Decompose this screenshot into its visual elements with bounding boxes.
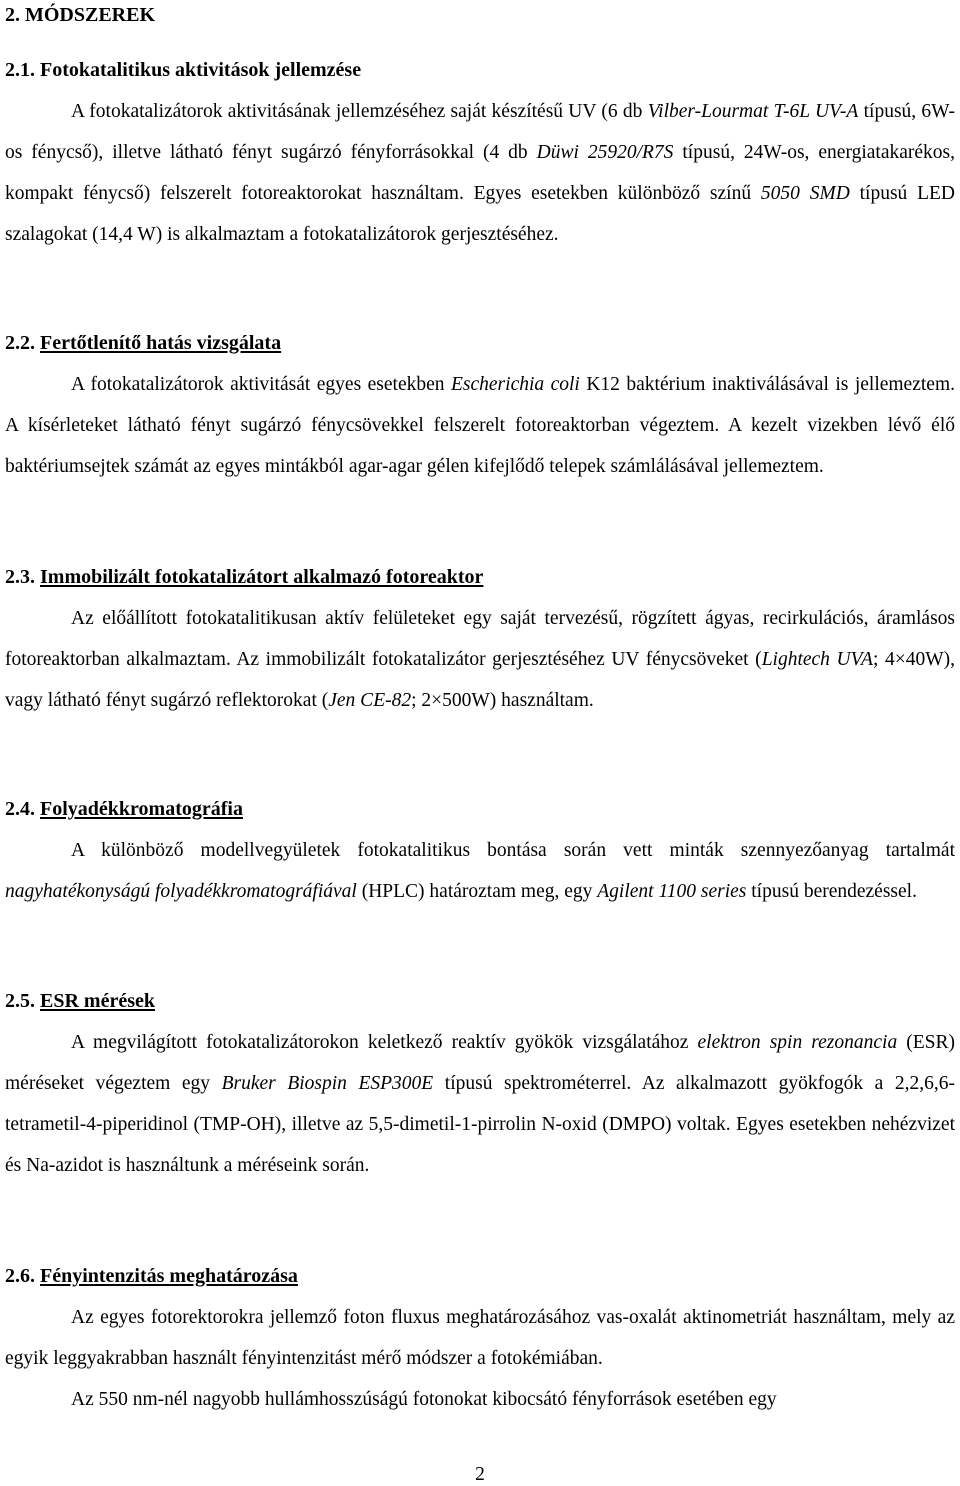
text-run: Az 550 nm-nél nagyobb hullámhosszúságú fotonokat kibocsátó fényforrások esetében egy [71, 1389, 777, 1410]
paragraph [5, 1022, 955, 1186]
text-run: ; 4×40W), vagy látható fényt sugárzó reflektorokat ( [5, 649, 955, 711]
text-run: típusú spektrométerrel. Az alkalmazott gyökfogók a 2,2,6,6-tetrametil-4-piperidinol (TMP-OH), illetve az 5,5-dimetil-1-pirrolin N-oxid (DMPO) voltak. Egyes esetekben nehézvizet és Na-azidot is használtunk a méréseink során. [5, 1073, 955, 1176]
paragraph [5, 1297, 955, 1379]
section-title: Folyadékkromatográfia [40, 798, 243, 820]
section-number: 2.2. [5, 332, 35, 354]
italic-text: Escherichia coli [451, 374, 580, 395]
text-run: (HPLC) határoztam meg, egy [356, 881, 598, 902]
text-run: (ESR) méréseket végeztem egy [5, 1032, 956, 1094]
section-2-6 [5, 1264, 955, 1420]
text-run: típusú berendezéssel. [746, 881, 917, 902]
section-2-2 [5, 331, 955, 487]
italic-text: nagyhatékonyságú folyadékkromatográfiával [5, 881, 357, 902]
section-number: 2.4. [5, 798, 35, 820]
section-number: 2.6. [5, 1265, 35, 1287]
section-body [5, 830, 955, 912]
italic-text: Düwi 25920/R7S [536, 142, 674, 163]
italic-text: Agilent 1100 series [597, 881, 747, 902]
paragraph [5, 364, 955, 487]
paragraph [5, 598, 955, 721]
section-heading [5, 797, 955, 821]
section-heading [5, 989, 955, 1013]
italic-text: elektron spin rezonancia [697, 1032, 898, 1053]
section-title: Immobilizált fotokatalizátort alkalmazó fotoreaktor [40, 566, 484, 588]
section-title: Fertőtlenítő hatás vizsgálata [40, 332, 282, 354]
text-run: A fotokatalizátorok aktivitásának jellemzéséhez saját készítésű UV (6 db [71, 101, 648, 122]
page-number: 2 [475, 1464, 485, 1485]
paragraph [5, 1379, 955, 1420]
italic-text: Lightech UVA [761, 649, 873, 670]
section-heading [5, 331, 955, 355]
text-run: típusú LED szalagokat (14,4 W) is alkalmaztam a fotokatalizátorok gerjesztéséhez. [5, 183, 955, 245]
text-run: A megvilágított fotokatalizátorokon keletkező reaktív gyökök vizsgálatához [71, 1032, 698, 1053]
italic-text: Jen CE-82 [328, 690, 412, 711]
italic-text: Bruker Biospin ESP300E [221, 1073, 434, 1094]
section-body [5, 1297, 955, 1420]
italic-text: Vilber-Lourmat T-6L UV-A [647, 101, 859, 122]
text-run: ; 2×500W) használtam. [411, 690, 594, 711]
text-run: A fotokatalizátorok aktivitását egyes esetekben [71, 374, 451, 395]
section-number: 2.5. [5, 990, 35, 1012]
paragraph [5, 830, 955, 912]
section-2-5 [5, 989, 955, 1186]
section-heading [5, 1264, 955, 1288]
text-run: Az egyes fotorektorokra jellemző foton fluxus meghatározásához vas-oxalát aktinometriát használtam, mely az egyik leggyakrabban használt fényintenzitást mérő módszer a fotokémiában. [5, 1307, 955, 1369]
section-2-4 [5, 797, 955, 912]
section-title: Fotokatalitikus aktivitások jellemzése [40, 59, 362, 81]
section-number: 2.1. [5, 59, 35, 81]
text-run: típusú, 24W-os, energiatakarékos, kompakt fénycső) felszerelt fotoreaktorokat használtam. Egyes esetekben különböző színű [5, 142, 956, 204]
section-heading [5, 58, 955, 82]
text-run: típusú, 6W-os fénycső), illetve látható fényt sugárzó fényforrásokkal (4 db [5, 101, 956, 163]
section-body [5, 1022, 955, 1186]
section-2-1 [5, 58, 955, 255]
chapter-title: 2. MÓDSZEREK [5, 4, 156, 26]
section-number: 2.3. [5, 566, 35, 588]
section-body [5, 598, 955, 721]
paragraph [5, 91, 955, 255]
text-run: K12 baktérium inaktiválásával is jellemeztem. A kísérleteket látható fényt sugárzó fénycsövekkel felszerelt fotoreaktorban végeztem. A kezelt vizekben lévő élő baktériumsejtek számát az egyes mintákból agar-agar gélen kifejlődő telepek számlálásával jellemeztem. [5, 374, 955, 477]
text-run: A különböző modellvegyületek fotokatalitikus bontása során vett minták szennyezőanyag tartalmát [71, 840, 955, 861]
section-2-3 [5, 565, 955, 721]
section-title: Fényintenzitás meghatározása [40, 1265, 298, 1287]
section-body [5, 91, 955, 255]
italic-text: 5050 SMD [760, 183, 850, 204]
text-run: Az előállított fotokatalitikusan aktív felületeket egy saját tervezésű, rögzített ágyas, recirkulációs, áramlásos fotoreaktorban alkalmaztam. Az immobilizált fotokatalizátor gerjesztéséhez UV fénycsöveket ( [5, 608, 955, 670]
section-heading [5, 565, 955, 589]
section-body [5, 364, 955, 487]
section-title: ESR mérések [40, 990, 155, 1012]
